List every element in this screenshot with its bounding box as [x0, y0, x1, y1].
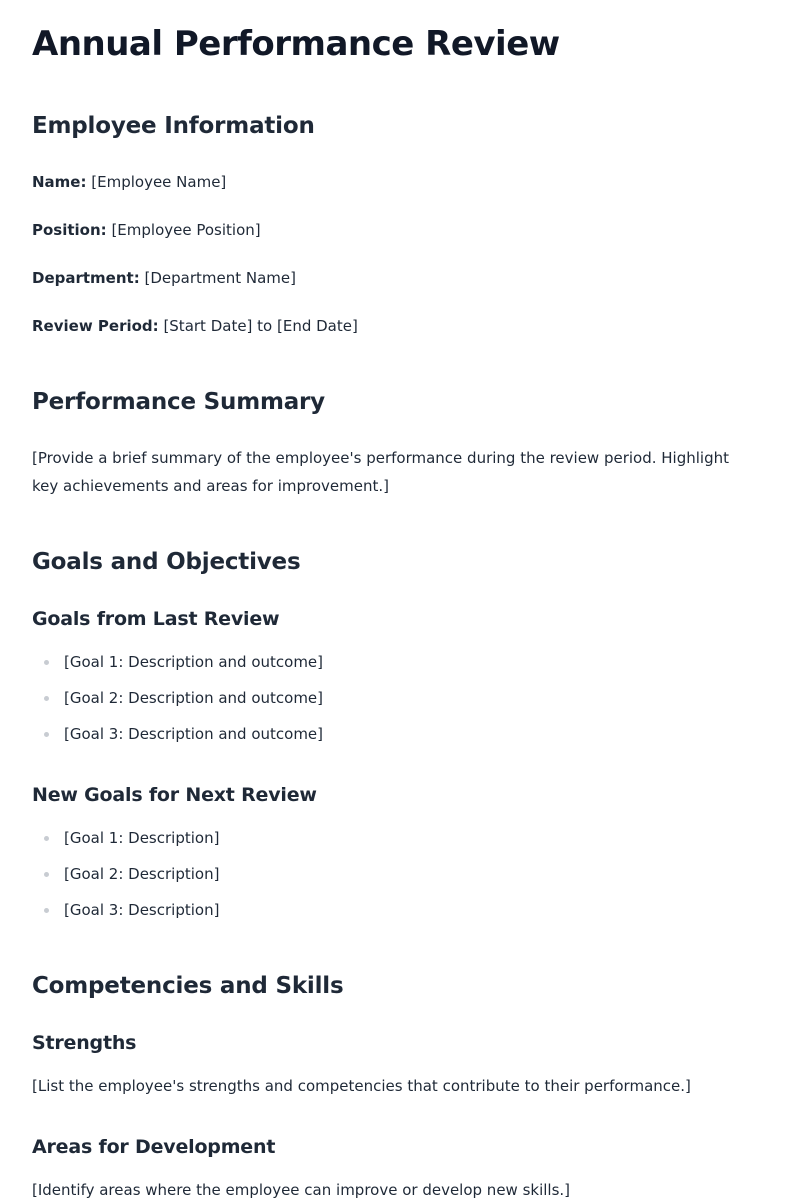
list-item: [Goal 3: Description]: [32, 900, 219, 920]
field-department: [32, 268, 296, 288]
field-label: Department:: [32, 269, 140, 287]
development-heading: Areas for Development: [32, 1136, 276, 1158]
field-label: Name:: [32, 173, 87, 191]
development-text: [Identify areas where the employee can improve or develop new skills.]: [32, 1181, 571, 1199]
performance-summary-heading: Performance Summary: [32, 389, 325, 415]
goals-heading: Goals and Objectives: [32, 549, 301, 575]
list-item: [Goal 1: Description]: [32, 828, 219, 848]
field-value: [Employee Position]: [111, 221, 261, 239]
list-item: [Goal 3: Description and outcome]: [32, 724, 323, 744]
field-name: [32, 172, 226, 192]
performance-summary-text: [Provide a brief summary of the employee's performance during the review period. Highlight key achievements and areas for improvement.]: [32, 449, 730, 495]
field-value: [Employee Name]: [91, 173, 227, 191]
next-review-goals-heading: New Goals for Next Review: [32, 784, 317, 806]
field-review-period: [32, 316, 358, 336]
field-position: [32, 220, 261, 240]
field-label: Position:: [32, 221, 107, 239]
list-item: [Goal 2: Description]: [32, 864, 219, 884]
strengths-text: [List the employee's strengths and competencies that contribute to their performance.]: [32, 1077, 691, 1095]
strengths-heading: Strengths: [32, 1032, 137, 1054]
last-review-goals-heading: Goals from Last Review: [32, 608, 280, 630]
list-item: [Goal 1: Description and outcome]: [32, 652, 323, 672]
employee-info-heading: Employee Information: [32, 113, 315, 139]
field-value: [Start Date] to [End Date]: [163, 317, 358, 335]
competencies-heading: Competencies and Skills: [32, 973, 344, 999]
field-label: Review Period:: [32, 317, 159, 335]
list-item: [Goal 2: Description and outcome]: [32, 688, 323, 708]
page-title: Annual Performance Review: [32, 24, 560, 64]
field-value: [Department Name]: [144, 269, 296, 287]
